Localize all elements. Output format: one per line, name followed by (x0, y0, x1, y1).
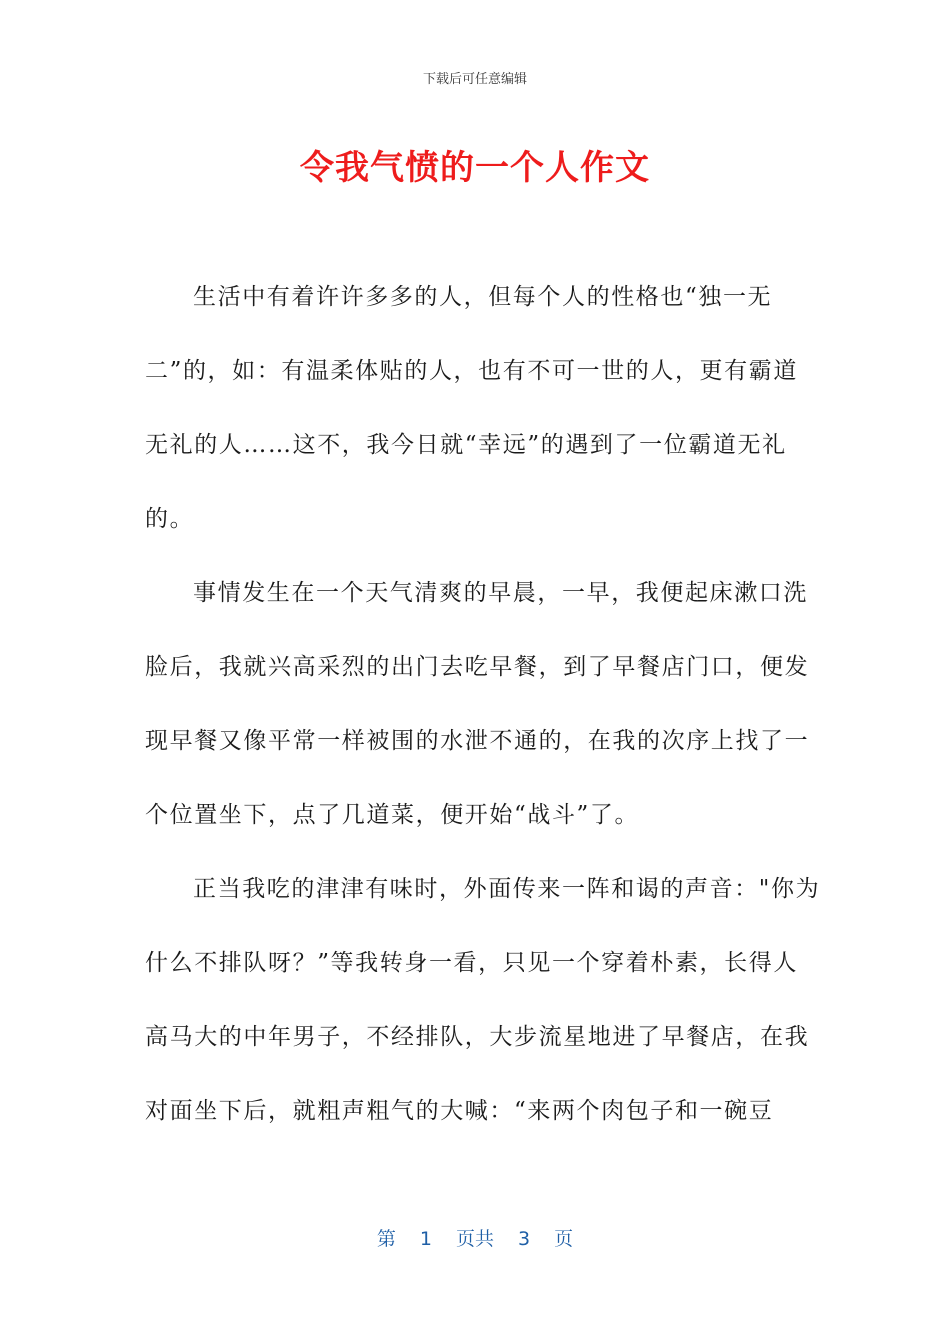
paragraph-line: 二”的，如：有温柔体贴的人，也有不可一世的人，更有霸道 (145, 358, 798, 384)
paragraph-line: 正当我吃的津津有味时，外面传来一阵和谒的声音："你为 (193, 876, 821, 902)
document-body (145, 260, 821, 1148)
header-note: 下载后可任意编辑 (422, 72, 527, 87)
paragraph-line: 无礼的人……这不，我今日就“幸远”的遇到了一位霸道无礼 (145, 432, 787, 458)
paragraph-line: 脸后，我就兴高采烈的出门去吃早餐，到了早餐店门口，便发 (145, 654, 810, 680)
paragraph-line: 对面坐下后，就粗声粗气的大喊：“来两个肉包子和一碗豆 (145, 1098, 774, 1124)
paragraph-line: 现早餐又像平常一样被围的水泄不通的，在我的次序上找了一 (145, 728, 810, 754)
paragraph-line: 的。 (145, 506, 195, 532)
paragraph-line: 什么不排队呀？”等我转身一看，只见一个穿着朴素，长得人 (145, 950, 798, 976)
paragraph-line: 个位置坐下，点了几道菜，便开始“战斗”了。 (145, 802, 640, 828)
page-label-mid: 页共 (455, 1228, 494, 1250)
current-page-number: 1 (419, 1228, 432, 1250)
page-footer (0, 1224, 950, 1251)
paragraph-line: 高马大的中年男子，不经排队，大步流星地进了早餐店，在我 (145, 1024, 810, 1050)
document-title: 令我气愤的一个人作文 (300, 148, 650, 188)
paragraph-2 (145, 556, 810, 852)
page-label-prefix: 第 (376, 1228, 396, 1250)
paragraph-line: 生活中有着许许多多的人，但每个人的性格也“独一无 (193, 284, 773, 310)
page-label-suffix: 页 (554, 1228, 574, 1250)
total-pages-number: 3 (518, 1228, 531, 1250)
paragraph-1 (145, 260, 805, 556)
paragraph-3 (145, 852, 821, 1148)
paragraph-line: 事情发生在一个天气清爽的早晨，一早，我便起床漱口洗 (193, 580, 808, 606)
